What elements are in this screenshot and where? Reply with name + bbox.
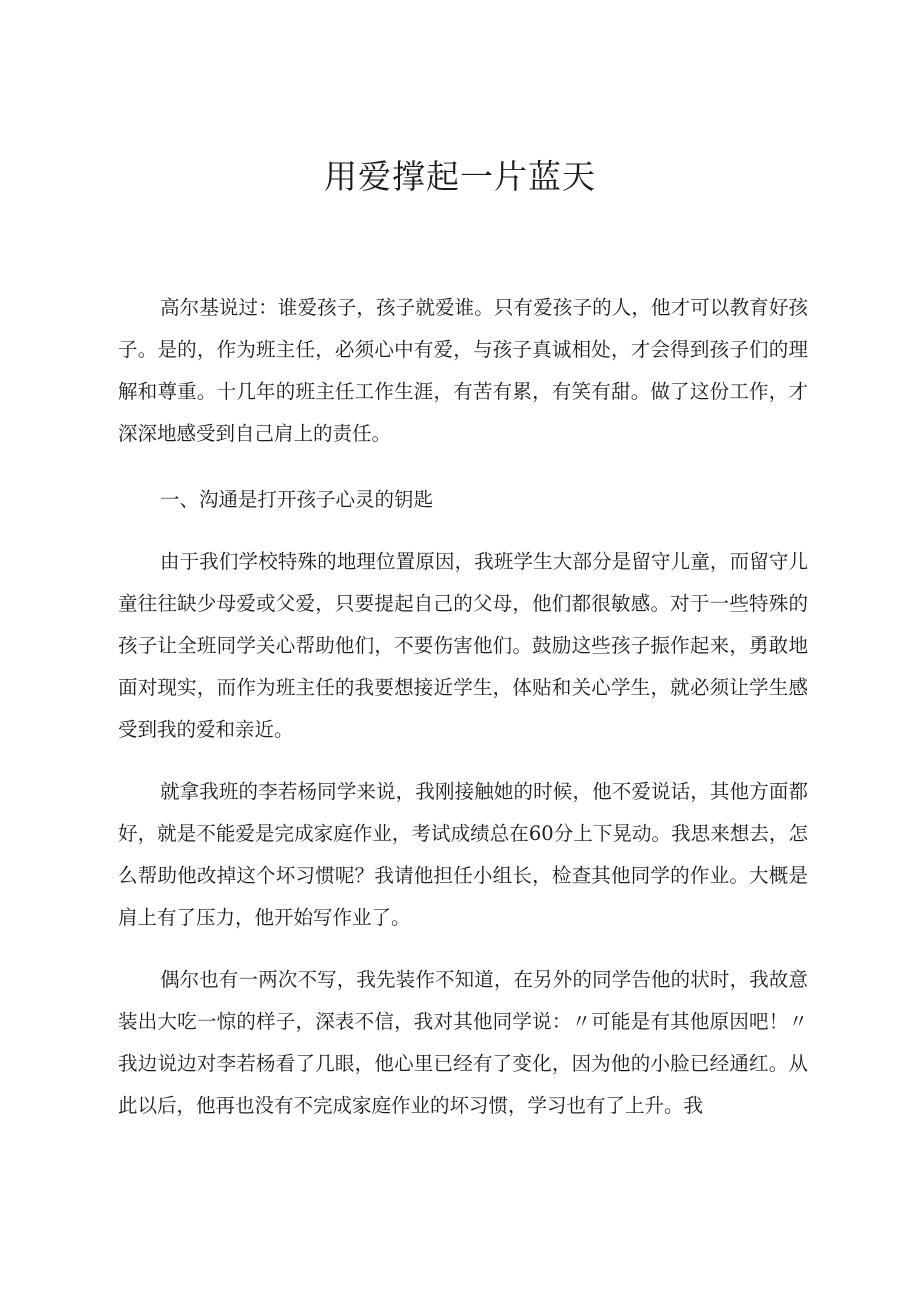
paragraph-student-change: 偶尔也有一两次不写，我先装作不知道，在另外的同学告他的状时，我故意装出大吃一惊的样子，深表不信，我对其他同学说：〃可能是有其他原因吧！〃我边说边对李若杨看了几眼，他心里已经有了变化，因为他的小脸已经通红。从此以后，他再也没有不完成家庭作业的坏习惯，学习也有了上升。我	[118, 968, 808, 1117]
document-title: 用爱撑起一片蓝天	[324, 157, 596, 196]
paragraph-intro: 高尔基说过：谁爱孩子，孩子就爱谁。只有爱孩子的人，他才可以教育好孩子。是的，作为班主任，必须心中有爱，与孩子真诚相处，才会得到孩子们的理解和尊重。十几年的班主任工作生涯，有苦有累，有笑有甜。做了这份工作，才深深地感受到自己肩上的责任。	[118, 296, 808, 445]
paragraph-left-behind-children: 由于我们学校特殊的地理位置原因，我班学生大部分是留守儿童，而留守儿童往往缺少母爱或父爱，只要提起自己的父母，他们都很敏感。对于一些特殊的孩子让全班同学关心帮助他们，不要伤害他们。鼓励这些孩子振作起来，勇敢地面对现实，而作为班主任的我要想接近学生，体贴和关心学生，就必须让学生感受到我的爱和亲近。	[118, 550, 808, 741]
paragraph-student-example: 就拿我班的李若杨同学来说，我刚接触她的时候，他不爱说话，其他方面都好，就是不能爱是完成家庭作业，考试成绩总在60分上下晃动。我思来想去，怎么帮助他改掉这个坏习惯呢？我请他担任小组长，检查其他同学的作业。大概是肩上有了压力，他开始写作业了。	[118, 780, 808, 929]
section-heading: 一、沟通是打开孩子心灵的钥匙	[160, 488, 434, 511]
